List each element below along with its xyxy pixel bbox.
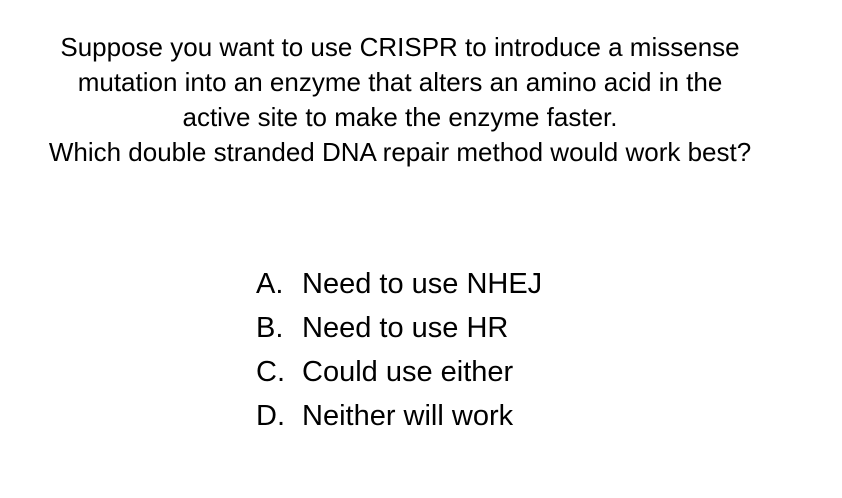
- answer-option-d: [256, 394, 542, 438]
- option-letter: A.: [256, 268, 284, 300]
- option-letter: B.: [256, 312, 284, 344]
- question-line-3: active site to make the enzyme faster.: [182, 102, 618, 132]
- option-letter: C.: [256, 356, 285, 388]
- question-line-4: Which double stranded DNA repair method would work best?: [48, 137, 752, 167]
- answer-option-c: [256, 350, 542, 394]
- answer-options-list: [256, 262, 542, 438]
- question-line-2: mutation into an enzyme that alters an amino acid in the: [77, 67, 723, 97]
- question-text: [0, 30, 840, 170]
- question-line-1: Suppose you want to use CRISPR to introduce a missense: [60, 32, 740, 62]
- option-text: Could use either: [302, 356, 514, 388]
- option-text: Neither will work: [302, 400, 514, 432]
- option-text: Need to use NHEJ: [302, 268, 543, 300]
- answer-option-a: [256, 262, 542, 306]
- answer-option-b: [256, 306, 542, 350]
- option-letter: D.: [256, 400, 285, 432]
- option-text: Need to use HR: [302, 312, 509, 344]
